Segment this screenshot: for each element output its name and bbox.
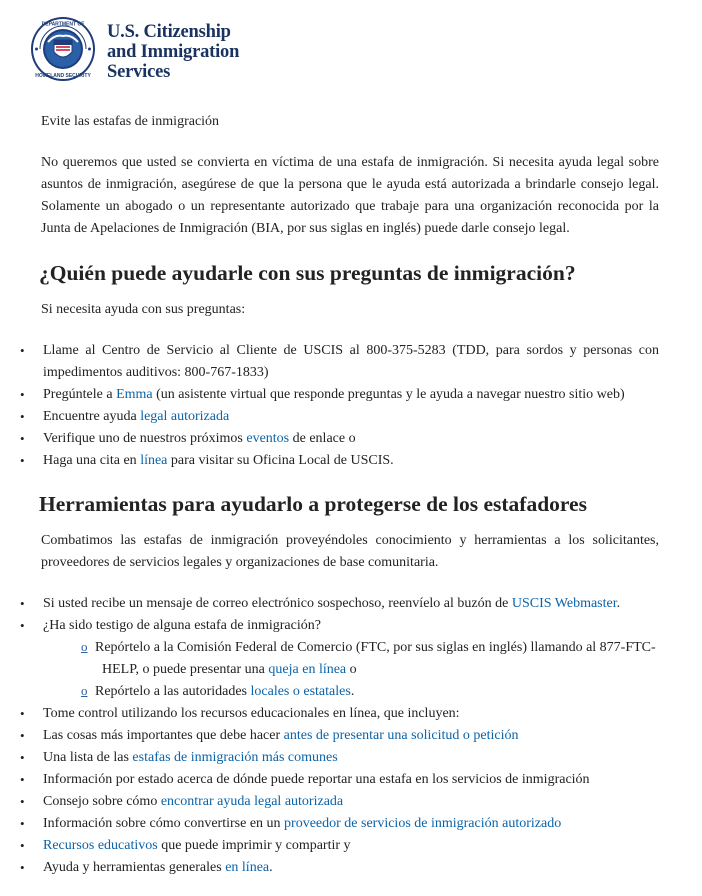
section2-list [20, 593, 659, 879]
intro-paragraph: No queremos que usted se convierta en víctima de una estafa de inmigración. Si necesita ayuda legal sobre asuntos de inmigración, asegúrese de que la persona que le ayuda está autorizada a brindarle consejo legal. Solamente un abogado o un representante autorizado que trabaje para una organización reconocida por la Junta de Apelaciones de Inmigración (BIA, por sus siglas en inglés) puede darle consejo legal. [41, 155, 659, 236]
list-item-text: Repórtelo a las autoridades [95, 684, 251, 699]
list-item-text: . [269, 860, 273, 875]
emma-link[interactable]: Emma [116, 387, 153, 402]
bullet-icon: • [20, 706, 25, 721]
bullet-icon: • [20, 596, 25, 611]
list-item-text: para visitar su Oficina Local de USCIS. [167, 453, 394, 468]
bullet-icon: • [20, 728, 25, 743]
uscis-webmaster-link[interactable]: USCIS Webmaster [511, 596, 617, 611]
list-item-text: de enlace o [289, 431, 356, 446]
list-item [20, 769, 659, 791]
list-item-text: Verifique uno de nuestros próximos [43, 431, 247, 446]
common-scams-link[interactable]: estafas de inmigración más comunes [132, 750, 338, 765]
list-item-text: ¿Ha sido testigo de alguna estafa de inmigración? [43, 618, 321, 633]
agency-name-line3: Services [107, 62, 171, 82]
section2-lead: Combatimos las estafas de inmigración proveyéndoles conocimiento y herramientas a los solicitantes, proveedores de servicios legales y organizaciones de base comunitaria. [41, 533, 659, 570]
bullet-icon: • [20, 453, 25, 468]
list-item-text: o [346, 662, 357, 677]
agency-name-line1: U.S. Citizenship [107, 22, 231, 42]
list-item [20, 747, 659, 769]
before-filing-link[interactable]: antes de presentar una solicitud o petición [283, 728, 519, 743]
bullet-icon: • [20, 431, 25, 446]
circle-bullet-icon: o [81, 683, 88, 698]
list-item [20, 813, 659, 835]
bullet-icon: • [20, 860, 25, 875]
bullet-icon: • [20, 387, 25, 402]
agency-name [107, 22, 239, 82]
list-item-text: . [616, 596, 621, 611]
section1-heading: ¿Quién puede ayudarle con sus preguntas de inmigración? [39, 261, 576, 285]
sub-list-item [81, 637, 659, 681]
list-item-text: Ayuda y herramientas generales [43, 860, 226, 875]
section1-list [20, 340, 659, 472]
section2-heading: Herramientas para ayudarlo a protegerse de los estafadores [39, 492, 587, 516]
document-body [20, 111, 659, 879]
bullet-icon: • [20, 618, 25, 633]
bullet-icon: • [20, 772, 25, 787]
bullet-icon: • [20, 838, 25, 853]
online-appointment-link[interactable]: línea [140, 453, 168, 468]
agency-header [30, 16, 290, 82]
list-item [20, 857, 659, 879]
list-item-text: Encuentre ayuda [43, 409, 141, 424]
local-state-authorities-link[interactable]: locales o estatales [250, 684, 351, 699]
dhs-seal-icon [30, 16, 96, 82]
events-link[interactable]: eventos [246, 431, 290, 446]
sub-list [43, 637, 659, 703]
list-item [20, 791, 659, 813]
list-item-text: (un asistente virtual que responde preguntas y le ayuda a navegar nuestro sitio web) [152, 387, 625, 402]
list-item [20, 450, 659, 472]
agency-name-line2: and Immigration [107, 42, 240, 62]
list-item [20, 593, 659, 615]
section1-lead: Si necesita ayuda con sus preguntas: [41, 302, 246, 317]
circle-bullet-icon: o [81, 639, 88, 654]
page-subtitle: Evite las estafas de inmigración [41, 114, 220, 129]
list-item [20, 703, 659, 725]
list-item-text: Llame al Centro de Servicio al Cliente de USCIS al 800-375-5283 (TDD, para sordos y personas con impedimentos auditivos: 800-767-1833) [43, 343, 659, 380]
list-item [20, 615, 659, 703]
list-item-text: HELP, o puede presentar una [102, 662, 269, 677]
educational-resources-link[interactable]: Recursos educativos [43, 838, 158, 853]
bullet-icon: • [20, 750, 25, 765]
svg-text:HOMELAND SECURITY: HOMELAND SECURITY [35, 73, 91, 79]
legal-help-link[interactable]: legal autorizada [140, 409, 230, 424]
list-item-text: Una lista de las [43, 750, 133, 765]
list-item-text: Consejo sobre cómo [43, 794, 161, 809]
list-item-text: Si usted recibe un mensaje de correo electrónico sospechoso, reenvíelo al buzón de [43, 596, 512, 611]
list-item [20, 406, 659, 428]
find-legal-help-link[interactable]: encontrar ayuda legal autorizada [160, 794, 344, 809]
list-item [20, 384, 659, 406]
list-item-text: que puede imprimir y compartir y [157, 838, 351, 853]
bullet-icon: • [20, 409, 25, 424]
list-item [20, 725, 659, 747]
svg-text:DEPARTMENT OF: DEPARTMENT OF [41, 21, 85, 28]
bullet-icon: • [20, 343, 25, 358]
list-item [20, 835, 659, 857]
list-item-text: Información por estado acerca de dónde puede reportar una estafa en los servicios de inmigración [43, 772, 590, 787]
bullet-icon: • [20, 816, 25, 831]
list-item-text: Haga una cita en [43, 453, 141, 468]
list-item-text: Pregúntele a [43, 387, 117, 402]
bullet-icon: • [20, 794, 25, 809]
list-item-text: Las cosas más importantes que debe hacer [43, 728, 284, 743]
list-item-text: Información sobre cómo convertirse en un [43, 816, 285, 831]
online-complaint-link[interactable]: queja en línea [268, 662, 347, 677]
list-item-text: Repórtelo a la Comisión Federal de Comercio (FTC, por sus siglas en inglés) llamando al 877-FTC- [95, 640, 656, 655]
sub-list-item [81, 681, 659, 703]
online-tools-link[interactable]: en línea [225, 860, 270, 875]
list-item [20, 428, 659, 450]
list-item-text: Tome control utilizando los recursos educacionales en línea, que incluyen: [43, 706, 460, 721]
list-item [20, 340, 659, 384]
authorized-provider-link[interactable]: proveedor de servicios de inmigración autorizado [284, 816, 562, 831]
list-item-text: . [350, 684, 355, 699]
